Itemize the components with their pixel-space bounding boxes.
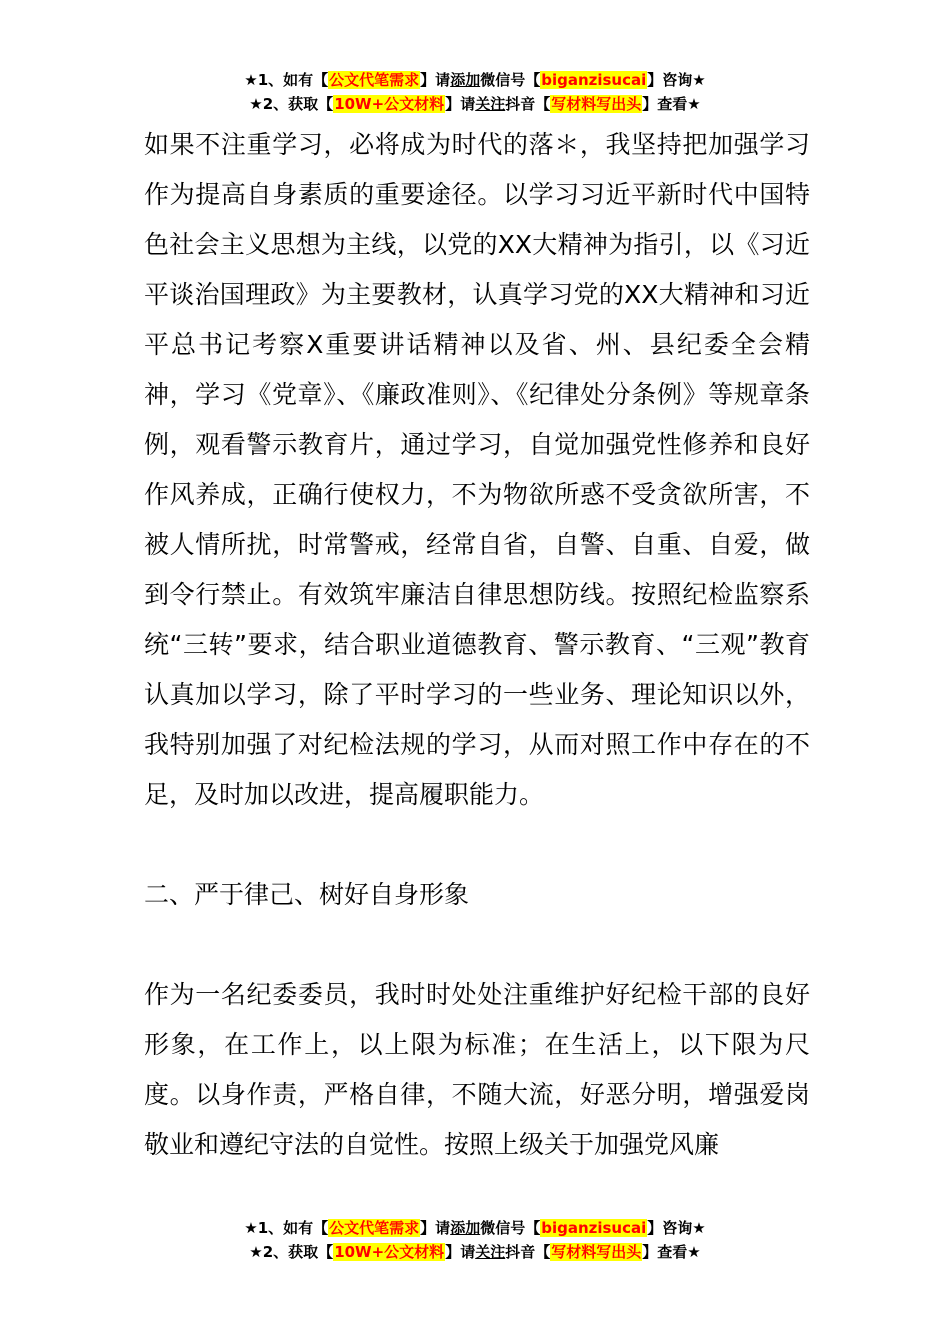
- header-line1-highlight-wechat-id: biganzisucai: [541, 71, 647, 89]
- footer-banner-line-1: [0, 1216, 950, 1240]
- footer-line2-highlight-materials: 10W+公文材料: [334, 1243, 445, 1261]
- footer-line2-prefix: ★2、获取【: [249, 1243, 334, 1261]
- header-line1-mid1: 】请: [420, 71, 451, 89]
- footer-line1-highlight-wechat-id: biganzisucai: [541, 1219, 647, 1237]
- footer-line2-suffix: 】查看★: [642, 1243, 701, 1261]
- header-line1-prefix: ★1、如有【: [244, 71, 329, 89]
- footer-line2-mid1: 】请: [445, 1243, 476, 1261]
- header-banner-line-1: [0, 68, 950, 92]
- header-line1-highlight-service: 公文代笔需求: [329, 71, 420, 89]
- header-banner-line-2: [0, 92, 950, 116]
- document-body: [144, 120, 810, 1170]
- header-line2-highlight-douyin-account: 写材料写出头: [551, 95, 642, 113]
- body-paragraph-1: 如果不注重学习，必将成为时代的落＊，我坚持把加强学习作为提高自身素质的重要途径。以学习习近平新时代中国特色社会主义思想为主线，以党的XX大精神为指引，以《习近平谈治国理政》为主要教材，认真学习党的XX大精神和习近平总书记考察X重要讲话精神以及省、州、县纪委全会精神，学习《党章》、《廉政准则》、《纪律处分条例》等规章条例，观看警示教育片，通过学习，自觉加强党性修养和良好作风养成，正确行使权力，不为物欲所惑不受贪欲所害，不被人情所扰，时常警戒，经常自省，自警、自重、自爱，做到令行禁止。有效筑牢廉洁自律思想防线。按照纪检监察系统“三转”要求，结合职业道德教育、警示教育、“三观”教育认真加以学习，除了平时学习的一些业务、理论知识以外，我特别加强了对纪检法规的学习，从而对照工作中存在的不足，及时加以改进，提高履职能力。: [144, 130, 810, 809]
- header-line2-prefix: ★2、获取【: [249, 95, 334, 113]
- footer-banner: [0, 1216, 950, 1264]
- header-banner: [0, 68, 950, 116]
- footer-line1-underlined: 添加: [450, 1219, 481, 1237]
- section-heading-2: 二、严于律己、树好自身形象: [144, 880, 470, 909]
- footer-line1-highlight-service: 公文代笔需求: [329, 1219, 420, 1237]
- header-line2-suffix: 】查看★: [642, 95, 701, 113]
- header-line1-mid2: 微信号【: [480, 71, 541, 89]
- header-line2-highlight-materials: 10W+公文材料: [334, 95, 445, 113]
- footer-line1-mid1: 】请: [420, 1219, 451, 1237]
- footer-line2-underlined: 关注: [475, 1243, 506, 1261]
- footer-line1-prefix: ★1、如有【: [244, 1219, 329, 1237]
- footer-line2-highlight-douyin-account: 写材料写出头: [551, 1243, 642, 1261]
- footer-banner-line-2: [0, 1240, 950, 1264]
- header-line1-suffix: 】咨询★: [647, 71, 706, 89]
- header-line1-underlined: 添加: [450, 71, 481, 89]
- header-line2-underlined: 关注: [475, 95, 506, 113]
- header-line2-mid2: 抖音【: [505, 95, 551, 113]
- footer-line1-mid2: 微信号【: [480, 1219, 541, 1237]
- header-line2-mid1: 】请: [445, 95, 476, 113]
- footer-line2-mid2: 抖音【: [505, 1243, 551, 1261]
- body-paragraph-2: 作为一名纪委委员，我时时处处注重维护好纪检干部的良好形象，在工作上，以上限为标准；在生活上，以下限为尺度。以身作责，严格自律，不随大流，好恶分明，增强爱岗敬业和遵纪守法的自觉性。按照上级关于加强党风廉: [144, 980, 810, 1159]
- footer-line1-suffix: 】咨询★: [647, 1219, 706, 1237]
